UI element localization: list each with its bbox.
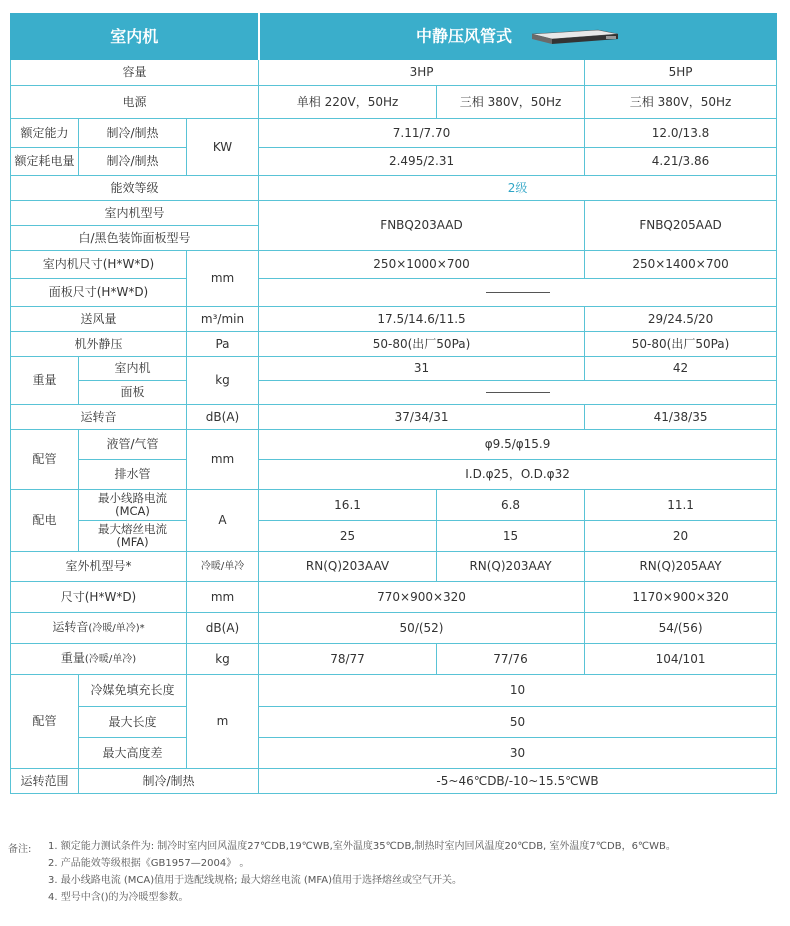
panel-size-dash xyxy=(259,279,777,307)
outdoor-size-5hp: 1170×900×320 xyxy=(585,582,777,613)
label-panel-model: 白/黑色装饰面板型号 xyxy=(11,226,259,251)
label-outdoor-size: 尺寸(H*W*D) xyxy=(11,582,187,613)
unit-mm-outdoor: mm xyxy=(187,582,259,613)
label-rated-power: 额定耗电量 xyxy=(11,148,79,176)
unit-mm-size: mm xyxy=(187,251,259,307)
row-airflow xyxy=(11,307,777,332)
capacity-3hp: 3HP xyxy=(259,60,585,86)
unit-m: m xyxy=(187,675,259,769)
unit-dba: dB(A) xyxy=(187,405,259,430)
refrigerant-free-value: 10 xyxy=(259,675,777,707)
power-v2: 三相 380V，50Hz xyxy=(437,86,585,119)
label-rated-capacity: 额定能力 xyxy=(11,119,79,148)
noise-5hp: 41/38/35 xyxy=(585,405,777,430)
outdoor-model-v3: RN(Q)205AAY xyxy=(585,552,777,582)
label-power: 电源 xyxy=(11,86,259,119)
row-weight-indoor xyxy=(11,357,777,381)
unit-mm-piping: mm xyxy=(187,430,259,490)
label-indoor-size: 室内机尺寸(H*W*D) xyxy=(11,251,187,279)
label-noise: 运转音 xyxy=(11,405,187,430)
outdoor-noise-label-note: (冷暖/单冷)* xyxy=(88,623,145,634)
power-v3: 三相 380V，50Hz xyxy=(585,86,777,119)
piping-drain: I.D.φ25，O.D.φ32 xyxy=(259,460,777,490)
row-noise xyxy=(11,405,777,430)
outdoor-noise-label: 运转音 xyxy=(52,620,89,634)
indoor-size-5hp: 250×1400×700 xyxy=(585,251,777,279)
label-energy-grade: 能效等级 xyxy=(11,176,259,201)
row-indoor-model xyxy=(11,201,777,226)
label-refrigerant-piping: 配管 xyxy=(11,675,79,769)
operating-range-value: -5~46℃DB/-10~15.5℃WB xyxy=(259,769,777,794)
spec-table xyxy=(10,13,777,794)
row-rated-power xyxy=(11,148,777,176)
mca-v1: 16.1 xyxy=(259,490,437,521)
row-static-pressure xyxy=(11,332,777,357)
sub-operating-range: 制冷/制热 xyxy=(79,769,259,794)
outdoor-model-v1: RN(Q)203AAV xyxy=(259,552,437,582)
sub-refrigerant-free: 冷媒免填充长度 xyxy=(79,675,187,707)
airflow-3hp: 17.5/14.6/11.5 xyxy=(259,307,585,332)
outdoor-noise-3hp: 50/(52) xyxy=(259,613,585,644)
mfa-v1: 25 xyxy=(259,521,437,552)
mca-v2: 6.8 xyxy=(437,490,585,521)
note-item: 4. 型号中含()的为冷暖型参数。 xyxy=(48,892,189,903)
label-panel-size: 面板尺寸(H*W*D) xyxy=(11,279,187,307)
max-length-value: 50 xyxy=(259,707,777,738)
sub-piping-drain: 排水管 xyxy=(79,460,187,490)
notes xyxy=(8,838,676,906)
airflow-5hp: 29/24.5/20 xyxy=(585,307,777,332)
static-pressure-5hp: 50-80(出厂50Pa) xyxy=(585,332,777,357)
row-max-height xyxy=(11,738,777,769)
row-rated-capacity xyxy=(11,119,777,148)
row-energy-grade xyxy=(11,176,777,201)
label-outdoor-noise xyxy=(11,613,187,644)
unit-airflow: m³/min xyxy=(187,307,259,332)
outdoor-weight-v1: 78/77 xyxy=(259,644,437,675)
max-height-value: 30 xyxy=(259,738,777,769)
unit-kg-indoor: kg xyxy=(187,357,259,405)
row-weight-panel xyxy=(11,381,777,405)
capacity-5hp: 5HP xyxy=(585,60,777,86)
label-operating-range: 运转范围 xyxy=(11,769,79,794)
label-capacity: 容量 xyxy=(11,60,259,86)
dash-line xyxy=(486,292,550,293)
row-outdoor-noise xyxy=(11,613,777,644)
row-panel-size xyxy=(11,279,777,307)
indoor-model-3hp: FNBQ203AAD xyxy=(259,201,585,251)
outdoor-model-v2: RN(Q)203AAY xyxy=(437,552,585,582)
power-v1: 单相 220V，50Hz xyxy=(259,86,437,119)
sub-max-length: 最大长度 xyxy=(79,707,187,738)
unit-heat-cool: 冷暖/单冷 xyxy=(187,552,259,582)
sub-weight-panel: 面板 xyxy=(79,381,187,405)
sub-electric-mca: 最小线路电流 (MCA) xyxy=(79,490,187,521)
duct-unit-icon xyxy=(528,28,620,46)
mca-v3: 11.1 xyxy=(585,490,777,521)
outdoor-weight-label-note: (冷暖/单冷) xyxy=(84,654,137,665)
sub-weight-indoor: 室内机 xyxy=(79,357,187,381)
indoor-model-5hp: FNBQ205AAD xyxy=(585,201,777,251)
unit-kg-outdoor: kg xyxy=(187,644,259,675)
mfa-v3: 20 xyxy=(585,521,777,552)
rated-power-5hp: 4.21/3.86 xyxy=(585,148,777,176)
sub-rated-power: 制冷/制热 xyxy=(79,148,187,176)
label-indoor-model: 室内机型号 xyxy=(11,201,259,226)
mfa-v2: 15 xyxy=(437,521,585,552)
dash-line xyxy=(486,392,550,393)
weight-3hp: 31 xyxy=(259,357,585,381)
note-item: 1. 额定能力测试条件为: 制冷时室内回风温度27℃DB,19℃WB,室外温度35℃DB,制热时室内回风温度20℃DB, 室外温度7℃DB，6℃WB。 xyxy=(48,841,676,852)
energy-grade-value: 2级 xyxy=(259,176,777,201)
label-piping: 配管 xyxy=(11,430,79,490)
row-max-length xyxy=(11,707,777,738)
row-operating-range xyxy=(11,769,777,794)
row-piping-liquid xyxy=(11,430,777,460)
unit-pa: Pa xyxy=(187,332,259,357)
sub-max-height: 最大高度差 xyxy=(79,738,187,769)
notes-label: 备注: xyxy=(8,844,32,855)
label-outdoor-weight xyxy=(11,644,187,675)
note-item: 2. 产品能效等级根据《GB1957—2004》 。 xyxy=(48,858,250,869)
row-capacity xyxy=(11,60,777,86)
row-outdoor-model xyxy=(11,552,777,582)
row-outdoor-size xyxy=(11,582,777,613)
row-outdoor-weight xyxy=(11,644,777,675)
label-electric: 配电 xyxy=(11,490,79,552)
indoor-unit-header: 室内机 xyxy=(11,14,259,60)
unit-kw: KW xyxy=(187,119,259,176)
model-series-title: 中静压风管式 xyxy=(416,26,513,45)
noise-3hp: 37/34/31 xyxy=(259,405,585,430)
notes-list xyxy=(8,838,676,906)
label-outdoor-model: 室外机型号* xyxy=(11,552,187,582)
rated-capacity-3hp: 7.11/7.70 xyxy=(259,119,585,148)
label-airflow: 送风量 xyxy=(11,307,187,332)
weight-panel-dash xyxy=(259,381,777,405)
row-power xyxy=(11,86,777,119)
label-weight: 重量 xyxy=(11,357,79,405)
outdoor-weight-v3: 104/101 xyxy=(585,644,777,675)
row-electric-mca xyxy=(11,490,777,521)
outdoor-noise-5hp: 54/(56) xyxy=(585,613,777,644)
indoor-size-3hp: 250×1000×700 xyxy=(259,251,585,279)
unit-a: A xyxy=(187,490,259,552)
sub-piping-liquid: 液管/气管 xyxy=(79,430,187,460)
row-refrigerant-free xyxy=(11,675,777,707)
outdoor-size-3hp: 770×900×320 xyxy=(259,582,585,613)
outdoor-weight-v2: 77/76 xyxy=(437,644,585,675)
sub-rated-capacity: 制冷/制热 xyxy=(79,119,187,148)
unit-dba-outdoor: dB(A) xyxy=(187,613,259,644)
model-series-header xyxy=(259,14,777,60)
static-pressure-3hp: 50-80(出厂50Pa) xyxy=(259,332,585,357)
piping-liquid-gas: φ9.5/φ15.9 xyxy=(259,430,777,460)
sub-electric-mfa: 最大熔丝电流 (MFA) xyxy=(79,521,187,552)
rated-power-3hp: 2.495/2.31 xyxy=(259,148,585,176)
table-header xyxy=(11,14,777,60)
outdoor-weight-label: 重量 xyxy=(60,651,85,665)
row-electric-mfa xyxy=(11,521,777,552)
row-indoor-size xyxy=(11,251,777,279)
weight-5hp: 42 xyxy=(585,357,777,381)
rated-capacity-5hp: 12.0/13.8 xyxy=(585,119,777,148)
label-static-pressure: 机外静压 xyxy=(11,332,187,357)
row-piping-drain xyxy=(11,460,777,490)
note-item: 3. 最小线路电流 (MCA)值用于选配线规格; 最大熔丝电流 (MFA)值用于选择熔丝或空气开关。 xyxy=(48,875,462,886)
